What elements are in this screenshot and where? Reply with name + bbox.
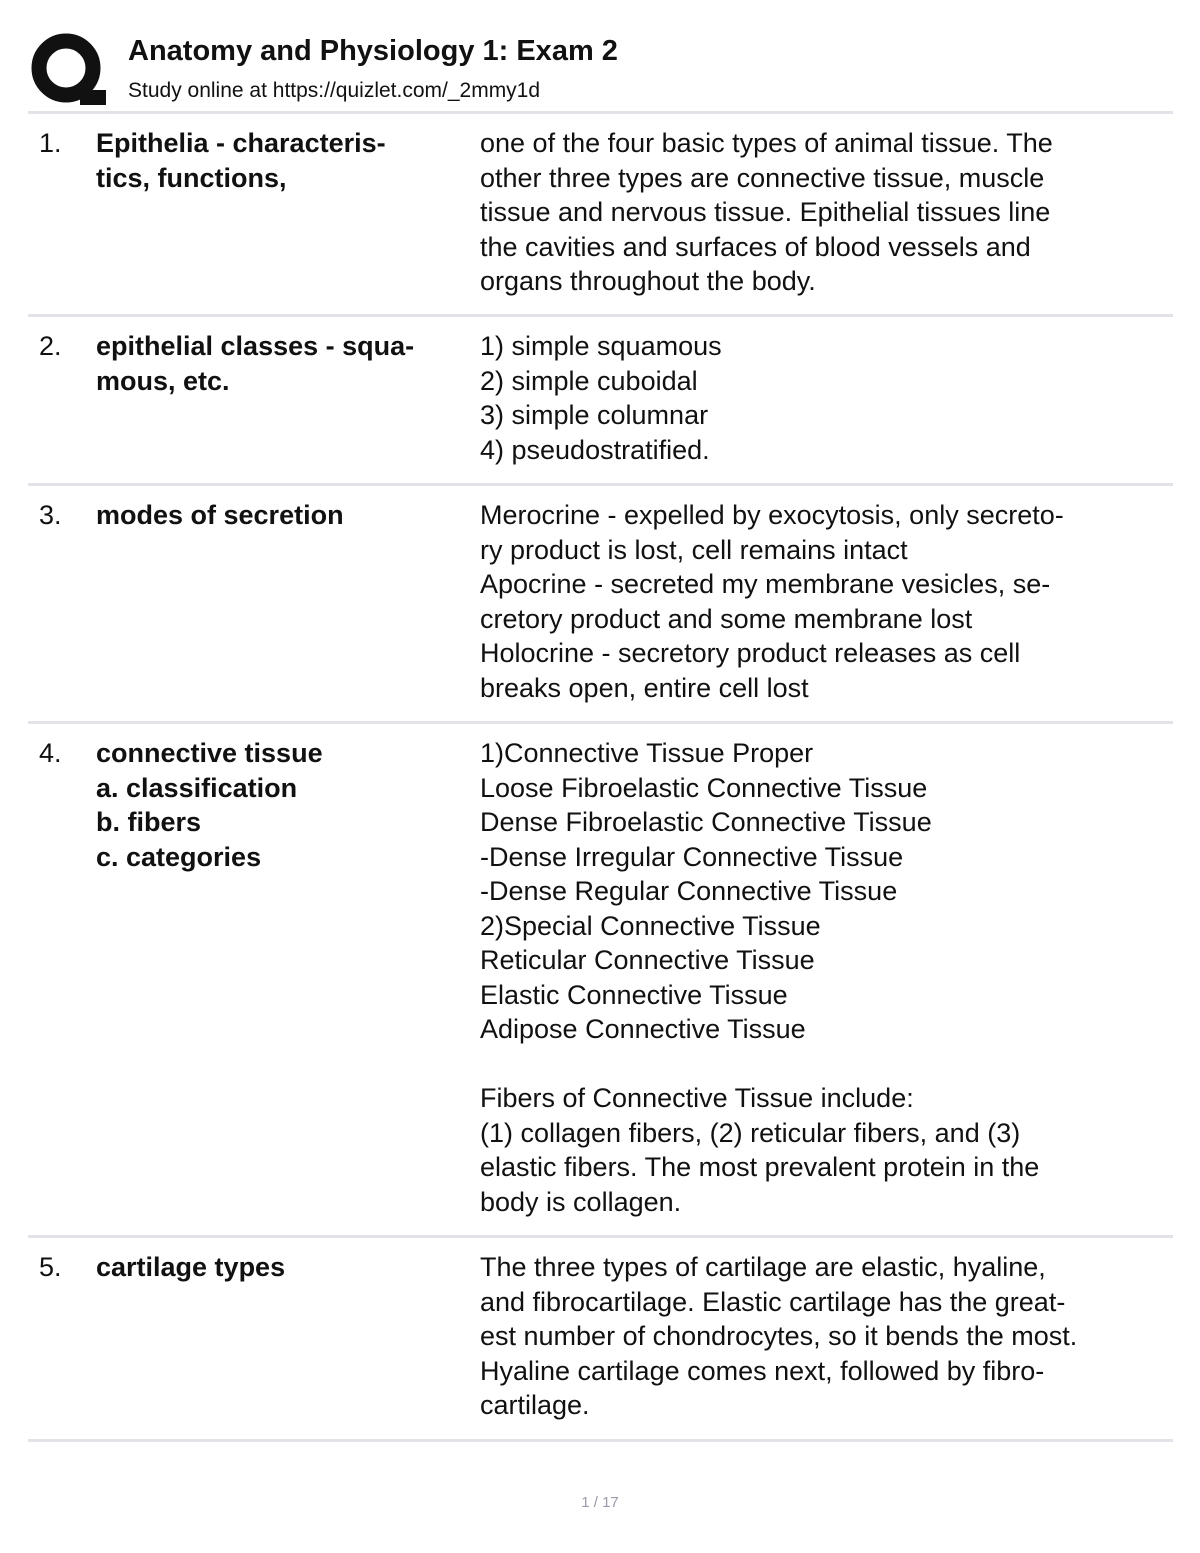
card-number: 5. [39,1252,62,1282]
document-header [28,28,1173,112]
card-number: 4. [39,738,62,768]
card-term: cartilage types [96,1252,286,1282]
card-number: 1. [39,128,62,158]
flashcard-row [28,724,1173,1238]
card-definition: one of the four basic types of animal tissue. The other three types are connective tissue, muscle tissue and nervous tissue. Epithelial tissues line the cavities and surfaces of blood vessels and organs throughout the body. [480,128,1053,296]
card-definition: 1) simple squamous 2) simple cuboidal 3) simple columnar 4) pseudostratified. [480,331,722,465]
card-definition: The three types of cartilage are elastic, hyaline, and fibrocartilage. Elastic cartilage has the great- est number of chondrocytes, so it bends the most. Hyaline cartilage comes next, followed by fibro- cartilage. [480,1252,1078,1420]
card-number: 2. [39,331,62,361]
quizlet-logo-icon [30,32,106,108]
study-online-text: Study online at https://quizlet.com/_2mmy1d [128,79,541,102]
flashcard-list [28,114,1173,1442]
flashcard-row [28,486,1173,724]
flashcard-row [28,114,1173,317]
card-term: Epithelia - characteris- tics, functions, [96,128,386,193]
card-number: 3. [39,500,62,530]
card-definition: 1)Connective Tissue Proper Loose Fibroelastic Connective Tissue Dense Fibroelastic Connective Tissue -Dense Irregular Connective Tissue -Dense Regular Connective Tissue 2)Special Connective Tissue Reticular Connective Tissue Elastic Connective Tissue Adipose Connective Tissue Fibers of Connective Tissue include: (1) collagen fibers, (2) reticular fibers, and (3) elastic fibers. The most prevalent protein in the body is collagen. [480,738,1040,1217]
card-term: epithelial classes - squa- mous, etc. [96,331,415,396]
flashcard-row [28,1238,1173,1442]
card-definition: Merocrine - expelled by exocytosis, only secreto- ry product is lost, cell remains intact Apocrine - secreted my membrane vesicles, se- cretory product and some membrane lost Holocrine - secretory product releases as cell breaks open, entire cell lost [480,500,1064,703]
page-number: 1 / 17 [581,1494,619,1511]
card-term: modes of secretion [96,500,344,530]
card-term: connective tissue a. classification b. fibers c. categories [96,738,323,872]
document-title: Anatomy and Physiology 1: Exam 2 [128,35,618,67]
flashcard-row [28,317,1173,486]
